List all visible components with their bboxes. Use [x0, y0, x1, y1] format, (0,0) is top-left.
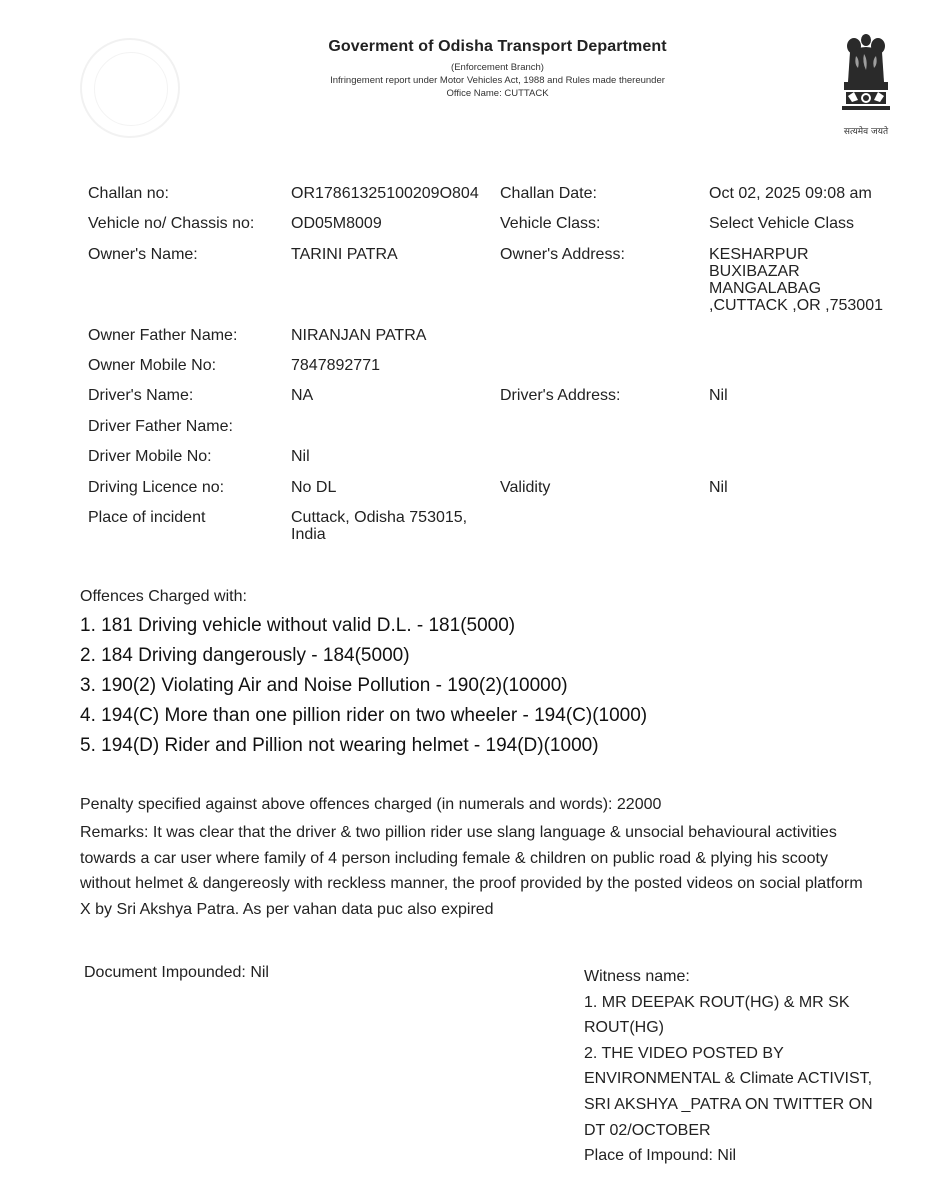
- remarks-line: without helmet & dangereosly with reckless manner, the proof provided by the posted videos on social platform: [80, 875, 863, 893]
- owner-address-line: KESHARPUR: [709, 246, 809, 263]
- offence-item: 1. 181 Driving vehicle without valid D.L. - 181(5000): [80, 615, 516, 636]
- owner-name-label: Owner's Name:: [88, 246, 198, 263]
- witness-line: DT 02/OCTOBER: [584, 1121, 711, 1139]
- watermark-seal-icon: [80, 38, 180, 138]
- validity-value: Nil: [709, 479, 728, 496]
- witness-line: SRI AKSHYA _PATRA ON TWITTER ON: [584, 1095, 873, 1113]
- remarks-line: towards a car user where family of 4 person including female & children on public road & plying his scooty: [80, 849, 828, 867]
- dl-value: No DL: [291, 479, 337, 496]
- act-line: Infringement report under Motor Vehicles Act, 1988 and Rules made thereunder: [330, 75, 665, 86]
- witness-line: 2. THE VIDEO POSTED BY: [584, 1044, 784, 1062]
- remarks-block: [80, 820, 910, 923]
- driver-mobile-value: Nil: [291, 448, 310, 465]
- place-label: Place of incident: [88, 509, 206, 526]
- remarks-line: Remarks: It was clear that the driver & two pillion rider use slang language & unsocial behavioural activities: [80, 824, 837, 841]
- owner-father-value: NIRANJAN PATRA: [291, 327, 427, 344]
- driver-name-label: Driver's Name:: [88, 387, 194, 404]
- remarks-line: X by Sri Akshya Patra. As per vahan data puc also expired: [80, 901, 494, 919]
- owner-address-line: BUXIBAZAR: [709, 263, 800, 280]
- place-line: India: [291, 526, 326, 543]
- challan-no-value: OR17861325100209O804: [291, 185, 479, 202]
- owner-address-line: MANGALABAG: [709, 280, 822, 297]
- offence-item: 4. 194(C) More than one pillion rider on two wheeler - 194(C)(1000): [80, 705, 648, 726]
- department-title: Goverment of Odisha Transport Department: [328, 38, 667, 55]
- vehicle-no-label: Vehicle no/ Chassis no:: [88, 215, 255, 232]
- challan-date-value: Oct 02, 2025 09:08 am: [709, 185, 872, 202]
- national-emblem-icon: [834, 30, 898, 138]
- offence-item: 3. 190(2) Violating Air and Noise Pollution - 190(2)(10000): [80, 675, 568, 696]
- driver-mobile-label: Driver Mobile No:: [88, 448, 212, 465]
- validity-label: Validity: [500, 479, 551, 496]
- offence-item: 2. 184 Driving dangerously - 184(5000): [80, 645, 410, 666]
- witness-line: 1. MR DEEPAK ROUT(HG) & MR SK: [584, 993, 850, 1011]
- owner-address-label: Owner's Address:: [500, 246, 625, 263]
- offence-item: 5. 194(D) Rider and Pillion not wearing helmet - 194(D)(1000): [80, 735, 599, 756]
- emblem-motto: सत्यमेव जयते: [843, 127, 889, 137]
- office-name: Office Name: CUTTACK: [446, 88, 549, 99]
- branch-line: (Enforcement Branch): [451, 62, 544, 73]
- witness-line: Witness name:: [584, 968, 690, 985]
- challan-no-label: Challan no:: [88, 185, 169, 202]
- owner-address-line: ,CUTTACK ,OR ,753001: [709, 297, 883, 314]
- dl-label: Driving Licence no:: [88, 479, 225, 496]
- vehicle-no-value: OD05M8009: [291, 215, 382, 232]
- document-header: [270, 38, 725, 100]
- owner-father-label: Owner Father Name:: [88, 327, 238, 344]
- driver-father-label: Driver Father Name:: [88, 418, 233, 435]
- offences-label: Offences Charged with:: [80, 588, 247, 605]
- vehicle-class-value: Select Vehicle Class: [709, 215, 854, 232]
- document-impounded: Document Impounded: Nil: [84, 964, 269, 981]
- owner-name-value: TARINI PATRA: [291, 246, 398, 263]
- driver-name-value: NA: [291, 387, 314, 404]
- driver-address-value: Nil: [709, 387, 728, 404]
- witness-line: ENVIRONMENTAL & Climate ACTIVIST,: [584, 1070, 873, 1088]
- challan-date-label: Challan Date:: [500, 185, 597, 202]
- owner-mobile-value: 7847892771: [291, 357, 380, 374]
- owner-mobile-label: Owner Mobile No:: [88, 357, 217, 374]
- place-line: Cuttack, Odisha 753015,: [291, 509, 468, 526]
- penalty-line: Penalty specified against above offences charged (in numerals and words): 22000: [80, 796, 662, 813]
- witness-block: [584, 964, 914, 1169]
- place-of-impound: Place of Impound: Nil: [584, 1147, 737, 1165]
- driver-address-label: Driver's Address:: [500, 387, 621, 404]
- vehicle-class-label: Vehicle Class:: [500, 215, 601, 232]
- witness-line: ROUT(HG): [584, 1019, 664, 1037]
